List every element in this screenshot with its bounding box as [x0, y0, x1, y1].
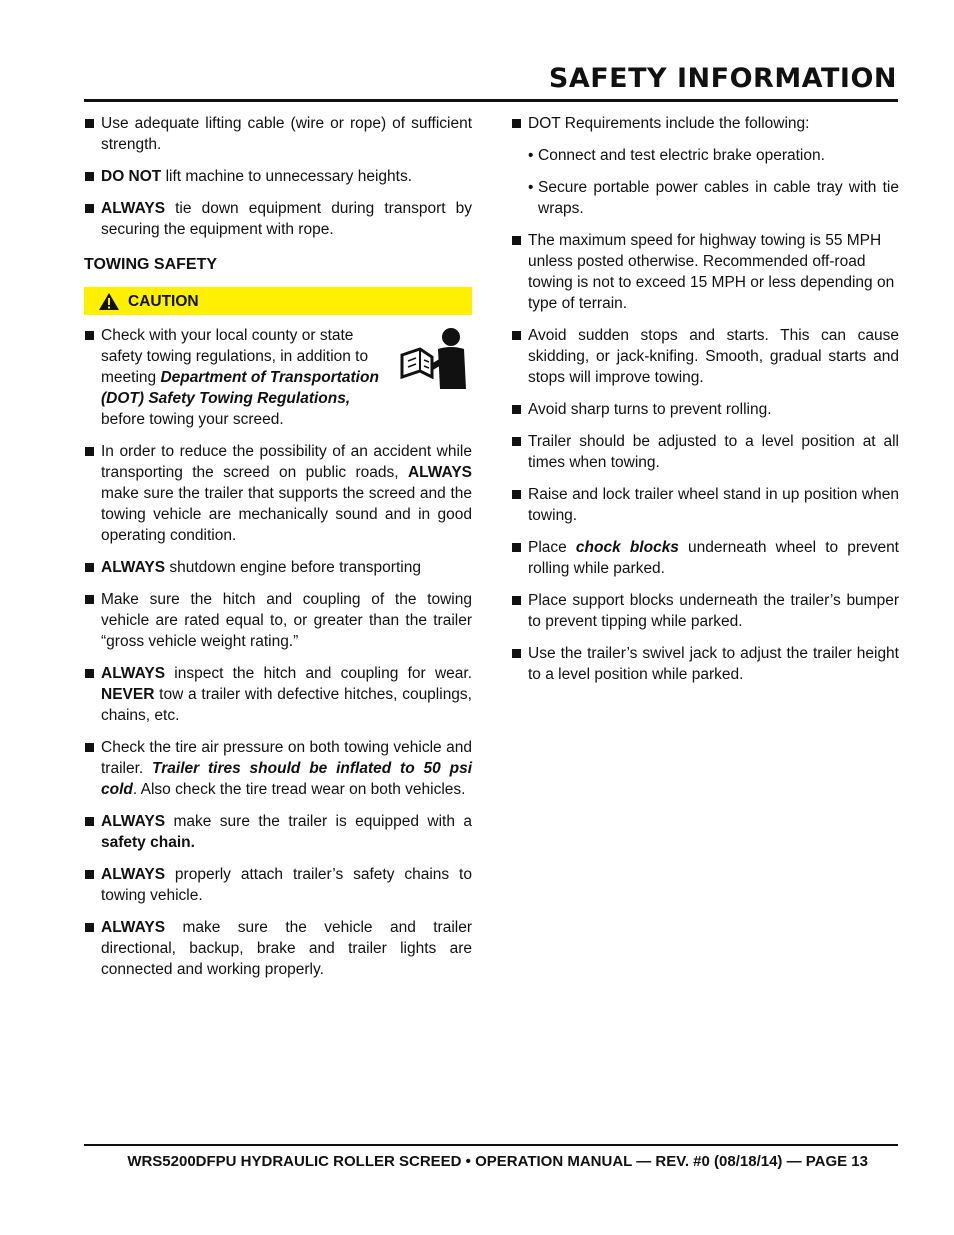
caution-banner	[84, 287, 472, 315]
list-item: DOT Requirements include the following:	[511, 113, 899, 134]
list-item: ALWAYS shutdown engine before transporting	[84, 557, 472, 578]
list-item: DO NOT lift machine to unnecessary heights.	[84, 166, 472, 187]
read-manual-icon	[394, 327, 470, 389]
list-item: ALWAYS make sure the vehicle and trailer directional, backup, brake and trailer lights are connected and working properly.	[84, 917, 472, 980]
list-item: Use adequate lifting cable (wire or rope) of sufficient strength.	[84, 113, 472, 155]
list-item: ALWAYS inspect the hitch and coupling for wear. NEVER tow a trailer with defective hitches, couplings, chains, etc.	[84, 663, 472, 726]
list-item: In order to reduce the possibility of an accident while transporting the screed on public roads, ALWAYS make sure the trailer that supports the screed and the towing vehicle are mechanically sound and in good operating condition.	[84, 441, 472, 546]
left-column	[84, 113, 472, 991]
list-item: ALWAYS tie down equipment during transport by securing the equipment with rope.	[84, 198, 472, 240]
header-rule	[84, 99, 898, 102]
list-item: Avoid sharp turns to prevent rolling.	[511, 399, 899, 420]
list-item: Check with your local county or state safety towing regulations, in addition to meeting Department of Transportation (DOT) Safety Towing Regulations, before towing your screed.	[84, 325, 472, 430]
warning-triangle-icon	[98, 292, 120, 311]
list-item: ALWAYS make sure the trailer is equipped with a safety chain.	[84, 811, 472, 853]
list-item: Raise and lock trailer wheel stand in up position when towing.	[511, 484, 899, 526]
section-heading: TOWING SAFETY	[84, 256, 218, 273]
page-footer: WRS5200DFPU HYDRAULIC ROLLER SCREED • OPERATION MANUAL — REV. #0 (08/18/14) — PAGE 13	[127, 1153, 868, 1170]
list-item: Place chock blocks underneath wheel to prevent rolling while parked.	[511, 537, 899, 579]
sub-list-item: • Connect and test electric brake operation.	[511, 145, 899, 166]
page-title: SAFETY INFORMATION	[548, 63, 897, 94]
list-item: Avoid sudden stops and starts. This can cause skidding, or jack-knifing. Smooth, gradual starts and stops will improve towing.	[511, 325, 899, 388]
list-item: Place support blocks underneath the trailer’s bumper to prevent tipping while parked.	[511, 590, 899, 632]
footer-rule	[84, 1144, 898, 1146]
list-item: ALWAYS properly attach trailer’s safety chains to towing vehicle.	[84, 864, 472, 906]
sub-list-item: • Secure portable power cables in cable tray with tie wraps.	[511, 177, 899, 219]
list-item: Use the trailer’s swivel jack to adjust the trailer height to a level position while parked.	[511, 643, 899, 685]
caution-label: CAUTION	[128, 292, 199, 310]
list-item: Check the tire air pressure on both towing vehicle and trailer. Trailer tires should be inflated to 50 psi cold. Also check the tire tread wear on both vehicles.	[84, 737, 472, 800]
list-item: The maximum speed for highway towing is 55 MPH unless posted otherwise. Recommended off-road towing is not to exceed 15 MPH or less depending on type of terrain.	[511, 230, 899, 314]
right-column	[511, 113, 899, 696]
list-item: Trailer should be adjusted to a level position at all times when towing.	[511, 431, 899, 473]
list-item: Make sure the hitch and coupling of the towing vehicle are rated equal to, or greater than the trailer “gross vehicle weight rating.”	[84, 589, 472, 652]
